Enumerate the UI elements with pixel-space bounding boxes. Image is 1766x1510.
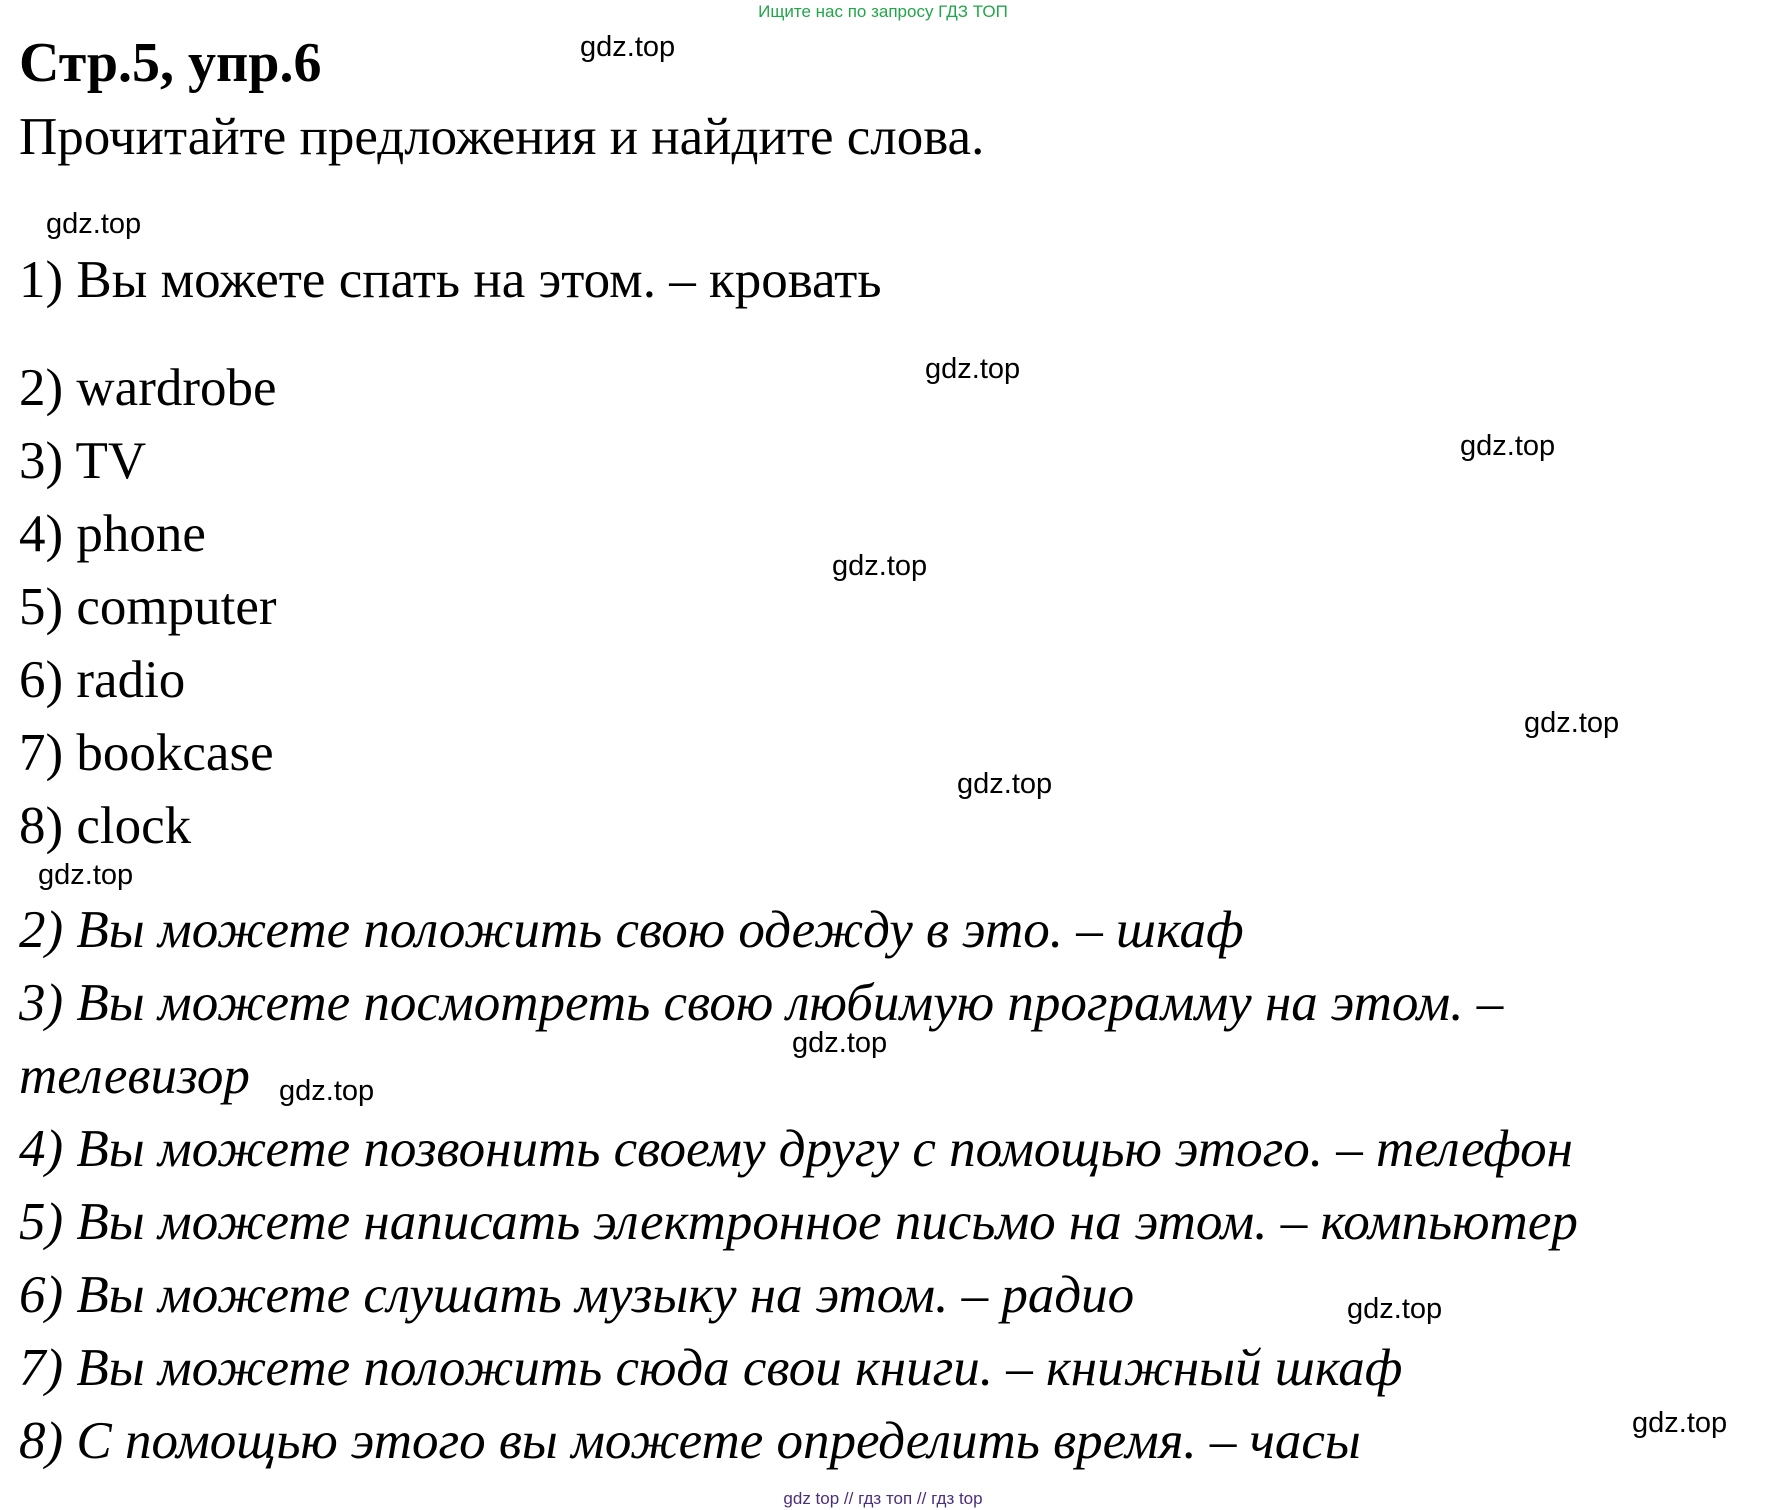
word-item: 3) TV — [19, 432, 147, 490]
watermark: gdz.top — [580, 31, 676, 63]
page-title: Стр.5, упр.6 — [19, 32, 322, 94]
word-item: 8) clock — [19, 797, 192, 855]
word-item: 4) phone — [19, 505, 206, 563]
watermark: gdz.top — [279, 1075, 375, 1107]
watermark: gdz.top — [1632, 1407, 1728, 1439]
sentence-item: 5) Вы можете написать электронное письмо на этом. – компьютер — [19, 1193, 1578, 1251]
sentence-item: 2) Вы можете положить свою одежду в это. – шкаф — [19, 901, 1244, 959]
sentence-item: 7) Вы можете положить сюда свои книги. – книжный шкаф — [19, 1339, 1403, 1397]
watermark: gdz.top — [1347, 1293, 1443, 1325]
sentence-item: 6) Вы можете слушать музыку на этом. – радио — [19, 1266, 1135, 1324]
watermark: gdz.top — [957, 768, 1053, 800]
sentence-item: 4) Вы можете позвонить своему другу с помощью этого. – телефон — [19, 1120, 1573, 1178]
watermark: gdz.top — [46, 208, 142, 240]
instruction-text: Прочитайте предложения и найдите слова. — [19, 108, 985, 166]
watermark: gdz.top — [1524, 707, 1620, 739]
word-item: 6) radio — [19, 651, 186, 709]
word-item: 2) wardrobe — [19, 359, 277, 417]
watermark: gdz.top — [925, 353, 1021, 385]
word-item: 5) computer — [19, 578, 277, 636]
top-banner: Ищите нас по запросу ГДЗ ТОП — [758, 2, 1008, 21]
footer-watermark: gdz top // гдз топ // гдз top — [783, 1489, 983, 1508]
watermark: gdz.top — [832, 550, 928, 582]
sentence-item-continuation: телевизор — [19, 1047, 250, 1105]
watermark: gdz.top — [1460, 430, 1556, 462]
sentence-item: 3) Вы можете посмотреть свою любимую программу на этом. – — [19, 974, 1504, 1032]
answer-line-1: 1) Вы можете спать на этом. – кровать — [19, 251, 882, 309]
watermark: gdz.top — [792, 1027, 888, 1059]
watermark: gdz.top — [38, 859, 134, 891]
word-item: 7) bookcase — [19, 724, 274, 782]
sentence-item: 8) С помощью этого вы можете определить время. – часы — [19, 1412, 1361, 1470]
